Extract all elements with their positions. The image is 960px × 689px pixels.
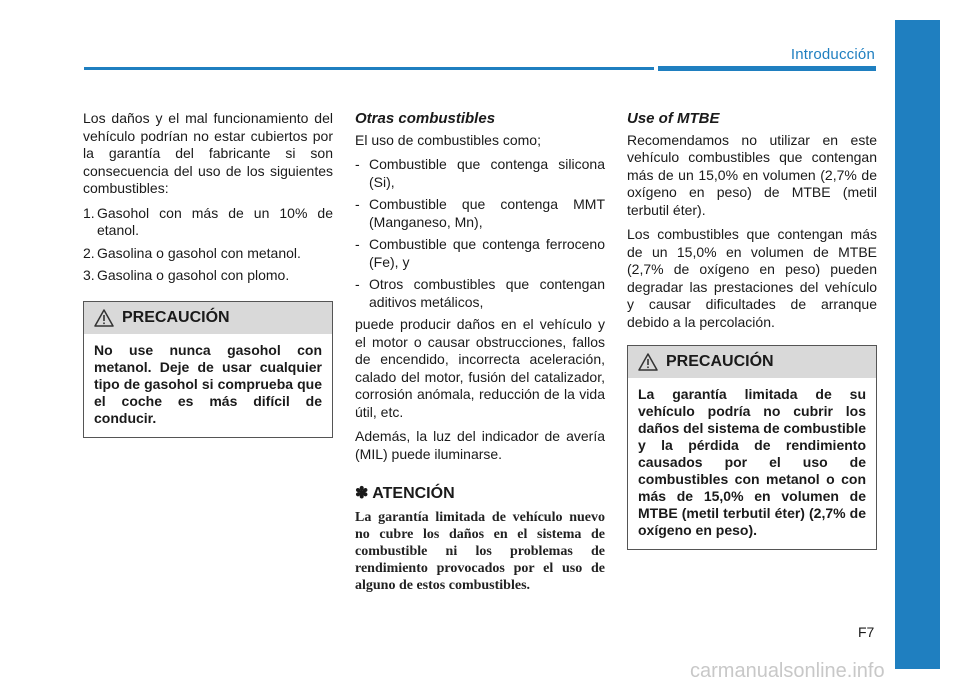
list-item — [355, 236, 605, 271]
list-text: Combustible que contenga MMT (Manganeso, Mn), — [369, 196, 605, 230]
body-paragraph: Además, la luz del indicador de avería (MIL) puede iluminarse. — [355, 428, 605, 462]
warning-triangle-icon — [638, 353, 658, 371]
list-marker: - — [355, 156, 360, 172]
attention-title: ✽ ATENCIÓN — [355, 485, 455, 502]
page-number: F7 — [858, 624, 875, 640]
header-rule — [84, 67, 654, 70]
caution-title: PRECAUCIÓN — [666, 353, 774, 371]
body-paragraph: Recomendamos no utilizar en este vehículo combustibles que contengan más de un 15,0% en volumen (2,7% de oxígeno en peso) de MTBE (metil terbutil éter). — [627, 131, 877, 218]
list-item — [83, 245, 333, 263]
warning-triangle-icon — [94, 309, 114, 327]
section-heading: Use of MTBE — [627, 110, 720, 127]
caution-header — [84, 302, 332, 334]
caution-header — [628, 346, 876, 378]
list-item — [355, 196, 605, 231]
caution-box — [83, 301, 333, 438]
body-paragraph: puede producir daños en el vehículo y el motor o causar obstrucciones, fallos de encendido, incorrecta aceleración, calado del motor, fusión del catalizador, corrosión anómala, reducción de la vida útil, etc. — [355, 316, 605, 420]
attention-text: La garantía limitada de vehículo nuevo no cubre los daños en el sistema de combustible ni los problemas de rendimiento provocados por el uso de alguno de estos combustibles. — [355, 509, 605, 593]
watermark-text: carmanualsonline.info — [690, 660, 885, 682]
section-heading: Otras combustibles — [355, 110, 496, 127]
list-item — [355, 156, 605, 191]
list-text: Combustible que contenga silicona (Si), — [369, 156, 605, 190]
caution-text: La garantía limitada de su vehículo podría no cubrir los daños del sistema de combustible y la pérdida de rendimiento causados por el uso de combustibles con metanol o con más de 15,0% en volumen de MTBE (metil terbutil éter) (2,7% de oxígeno en peso). — [638, 386, 866, 538]
list-marker: 1. — [83, 204, 95, 221]
header-rule-accent — [658, 66, 876, 71]
list-text: Combustible que contenga ferroceno (Fe), y — [369, 236, 605, 270]
list-marker: 3. — [83, 267, 95, 283]
chapter-side-tab — [895, 20, 940, 669]
list-marker: - — [355, 196, 360, 212]
list-text: Gasohol con más de un 10% de etanol. — [97, 204, 333, 238]
column-2 — [355, 110, 605, 594]
list-marker: 2. — [83, 244, 95, 261]
intro-paragraph: Los daños y el mal funcionamiento del vehículo podrían no estar cubiertos por la garantía del fabricante si son consecuencia del uso de los siguientes combustibles: — [83, 110, 333, 196]
list-item — [355, 276, 605, 311]
list-marker: - — [355, 276, 360, 292]
column-1 — [83, 110, 333, 438]
caution-box — [627, 345, 877, 550]
caution-text: No use nunca gasohol con metanol. Deje de usar cualquier tipo de gasohol si comprueba que el coche es más difícil de conducir. — [94, 341, 322, 426]
body-paragraph: Los combustibles que contengan más de un 15,0% en volumen de MTBE (2,7% de oxígeno en peso) pueden degradar las prestaciones del vehículo y causar dificultades de arranque debido a la percolación. — [627, 226, 877, 330]
caution-title: PRECAUCIÓN — [122, 308, 230, 326]
list-text: Gasolina o gasohol con metanol. — [97, 244, 301, 261]
list-item — [83, 267, 333, 285]
list-marker: - — [355, 236, 360, 252]
intro-paragraph: El uso de combustibles como; — [355, 131, 541, 148]
column-3 — [627, 110, 877, 550]
section-title: Introducción — [790, 46, 875, 63]
list-text: Otros combustibles que contengan aditivos metálicos, — [369, 276, 605, 310]
list-item — [83, 205, 333, 240]
list-text: Gasolina o gasohol con plomo. — [97, 267, 290, 283]
